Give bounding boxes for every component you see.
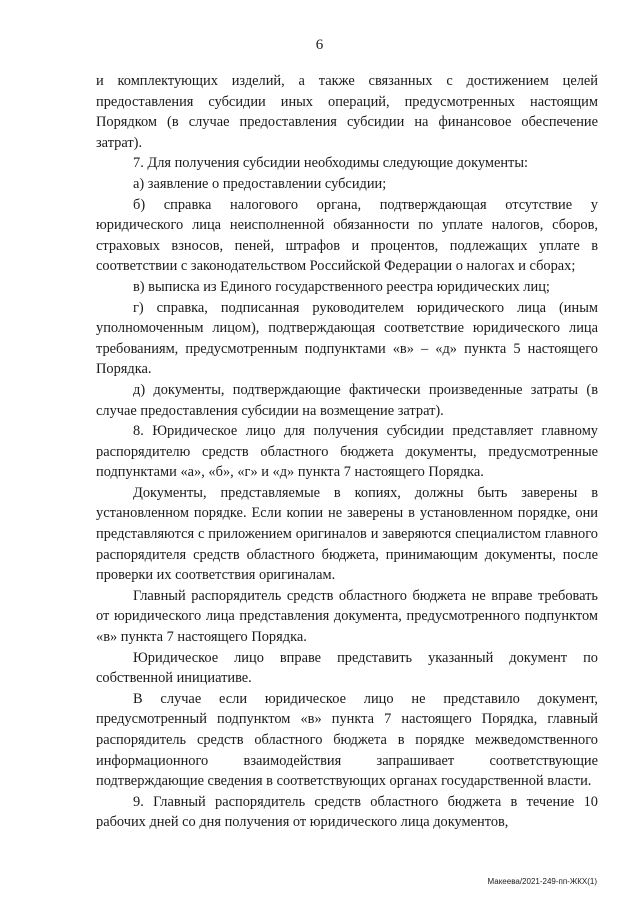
paragraph: 9. Главный распорядитель средств областного бюджета в течение 10 рабочих дней со дня получения от юридического лица документов, bbox=[96, 793, 598, 831]
paragraph: а) заявление о предоставлении субсидии; bbox=[133, 175, 387, 192]
paragraph: Документы, представляемые в копиях, должны быть заверены в установленном порядке. Если копии не заверены в установленном порядке, они представляются с приложением оригиналов и заверяются специалистом главного распорядителя средств областного бюджета, принимающим документы, после проверки их соответствия оригиналам. bbox=[96, 484, 598, 584]
document-reference-code: Макеева/2021-249-пп-ЖКХ(1) bbox=[487, 877, 597, 886]
paragraph: и комплектующих изделий, а также связанных с достижением целей предоставления субсидии иных операций, предусмотренных настоящим Порядком (в случае предоставления субсидии на финансовое обеспечение затрат). bbox=[96, 73, 598, 151]
document-body bbox=[96, 71, 598, 833]
paragraph: г) справка, подписанная руководителем юридического лица (иным уполномоченным лицом), подтверждающая соответствие юридического лица требованиям, предусмотренным подпунктами «в» – «д» пункта 5 настоящего Порядка. bbox=[96, 299, 598, 378]
paragraph: б) справка налогового органа, подтверждающая отсутствие у юридического лица неисполненной обязанности по уплате налогов, сборов, страховых взносов, пеней, штрафов и процентов, подлежащих уплате в соответствии с законодательством Российской Федерации о налогах и сборах; bbox=[96, 196, 598, 275]
page-number: 6 bbox=[315, 37, 324, 53]
paragraph: В случае если юридическое лицо не представило документ, предусмотренный подпунктом «в» пункта 7 настоящего Порядка, главный распорядитель средств областного бюджета в порядке межведомственного информационного взаимодействия запрашивает соответствующие подтверждающие сведения в соответствующих органах государственной власти. bbox=[96, 690, 598, 790]
paragraph: в) выписка из Единого государственного реестра юридических лиц; bbox=[133, 278, 550, 295]
paragraph: Главный распорядитель средств областного бюджета не вправе требовать от юридического лица представления документа, предусмотренного подпунктом «в» пункта 7 настоящего Порядка. bbox=[96, 587, 598, 646]
paragraph: 7. Для получения субсидии необходимы следующие документы: bbox=[133, 155, 529, 172]
paragraph: 8. Юридическое лицо для получения субсидии представляет главному распорядителю средств областного бюджета документы, предусмотренные подпунктами «а», «б», «г» и «д» пункта 7 настоящего Порядка. bbox=[96, 423, 598, 481]
paragraph: д) документы, подтверждающие фактически произведенные затраты (в случае предоставления субсидии на возмещение затрат). bbox=[96, 381, 598, 419]
paragraph: Юридическое лицо вправе представить указанный документ по собственной инициативе. bbox=[96, 649, 598, 687]
